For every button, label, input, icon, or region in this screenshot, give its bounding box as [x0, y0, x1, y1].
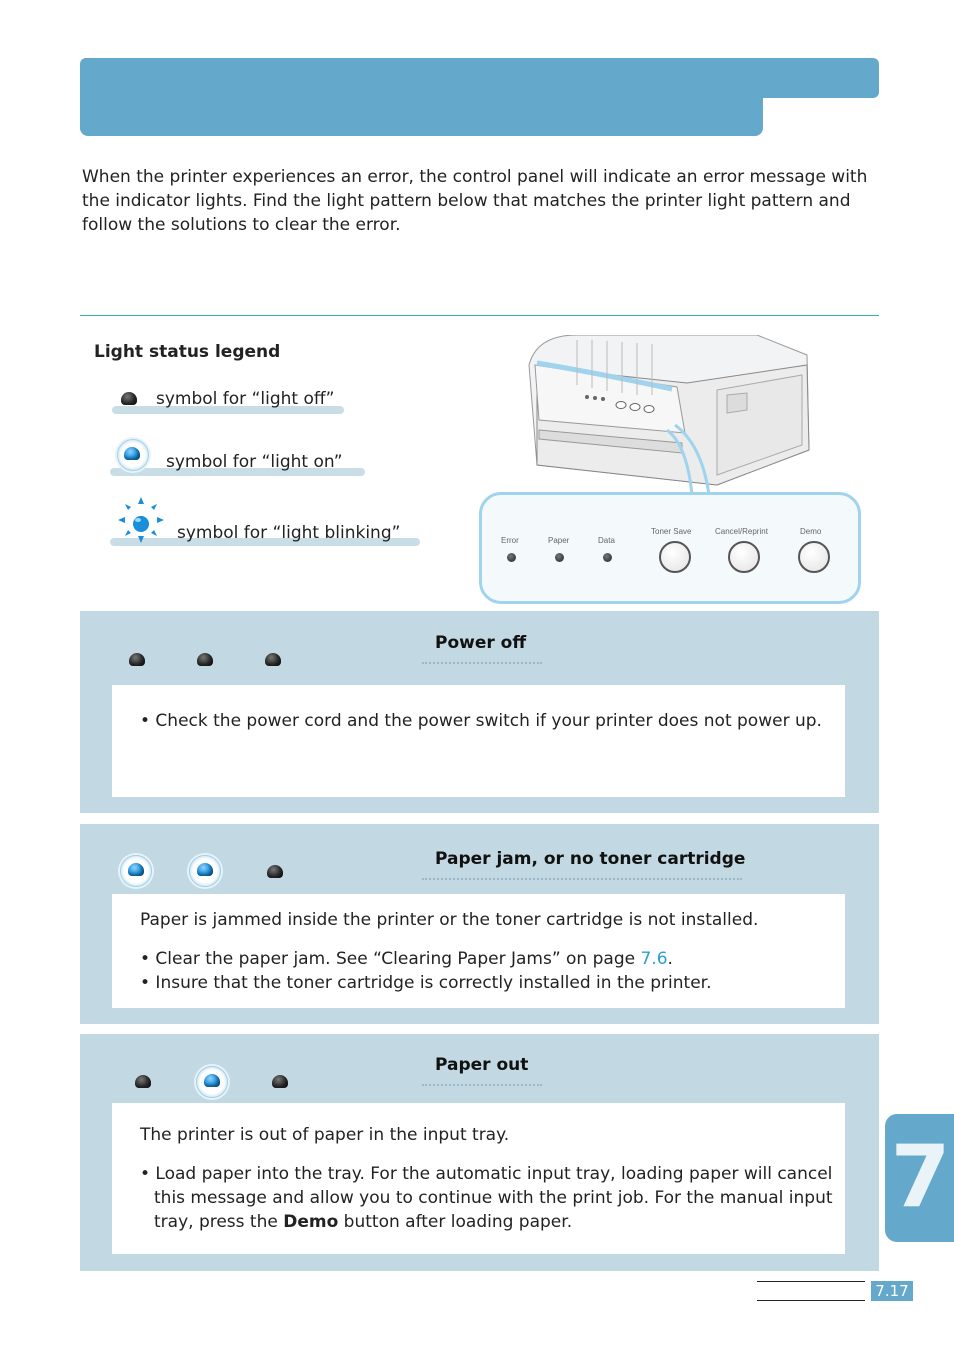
- legend-label-blinking: symbol for “light blinking”: [177, 523, 401, 543]
- error-light-off-icon: [135, 1075, 151, 1088]
- title-underline: [422, 876, 742, 880]
- data-light-off-icon: [265, 653, 281, 666]
- error-light-off-icon: [129, 653, 145, 666]
- light-blinking-icon: [116, 495, 166, 545]
- panel-label-data: Data: [598, 536, 615, 545]
- intro-paragraph: [82, 165, 872, 237]
- bullet-text: • Load paper into the tray. For the automatic input tray, loading paper will cancel: [140, 1164, 833, 1184]
- panel-label-demo: Demo: [800, 527, 822, 536]
- paper-light-on-icon: [197, 863, 213, 876]
- demo-button-name: Demo: [283, 1212, 339, 1232]
- error-light-on-icon: [128, 863, 144, 876]
- page-number-rule: [757, 1281, 865, 1301]
- data-light-off-icon: [267, 865, 283, 878]
- legend-label-off: symbol for “light off”: [156, 389, 335, 409]
- legend-label-on: symbol for “light on”: [166, 452, 343, 472]
- section-description: Paper is jammed inside the printer or the toner cartridge is not installed.: [140, 910, 759, 930]
- panel-label-toner-save: Toner Save: [651, 527, 692, 536]
- bullet-text-prefix: • Clear the paper jam. See “Clearing Paper Jams” on page: [140, 949, 641, 969]
- section-title: Paper out: [435, 1055, 529, 1075]
- toner-save-button-icon: [659, 541, 691, 573]
- section-divider: [80, 315, 879, 316]
- page-number: 7.17: [871, 1281, 913, 1301]
- section-description: The printer is out of paper in the input tray.: [140, 1125, 510, 1145]
- data-led-icon: [603, 553, 612, 562]
- chapter-number: 7: [890, 1127, 949, 1227]
- bullet-text: • Insure that the toner cartridge is correctly installed in the printer.: [140, 973, 712, 993]
- bullet-text: [140, 947, 673, 971]
- light-off-icon: [121, 392, 137, 405]
- intro-line: follow the solutions to clear the error.: [82, 215, 401, 235]
- page-link[interactable]: 7.6: [640, 949, 668, 969]
- panel-label-cancel-reprint: Cancel/Reprint: [715, 527, 768, 536]
- section-content-box: [112, 685, 845, 797]
- paper-light-on-icon: [204, 1074, 220, 1087]
- section-title: Paper jam, or no toner cartridge: [435, 849, 746, 869]
- bullet-text-suffix: .: [667, 949, 673, 969]
- panel-label-error: Error: [501, 536, 519, 545]
- light-on-icon: [124, 447, 140, 460]
- paper-led-icon: [555, 553, 564, 562]
- legend-title: Light status legend: [94, 342, 281, 362]
- bullet-text-prefix: tray, press the: [154, 1212, 284, 1232]
- demo-button-icon: [798, 541, 830, 573]
- title-underline: [422, 660, 542, 664]
- data-light-off-icon: [272, 1075, 288, 1088]
- bullet-text: • Check the power cord and the power switch if your printer does not power up.: [140, 711, 822, 731]
- cancel-reprint-button-icon: [728, 541, 760, 573]
- bullet-text: this message and allow you to continue with the print job. For the manual input: [154, 1188, 833, 1208]
- bullet-text: [154, 1210, 572, 1234]
- printer-illustration: [517, 335, 817, 495]
- error-led-icon: [507, 553, 516, 562]
- title-underline: [422, 1082, 542, 1086]
- header-banner: [80, 58, 763, 136]
- panel-label-paper: Paper: [548, 536, 570, 545]
- paper-light-off-icon: [197, 653, 213, 666]
- bullet-text-suffix: button after loading paper.: [338, 1212, 573, 1232]
- intro-line: When the printer experiences an error, the control panel will indicate an error message with: [82, 167, 868, 187]
- intro-line: the indicator lights. Find the light pattern below that matches the printer light pattern and: [82, 191, 851, 211]
- section-title: Power off: [435, 633, 527, 653]
